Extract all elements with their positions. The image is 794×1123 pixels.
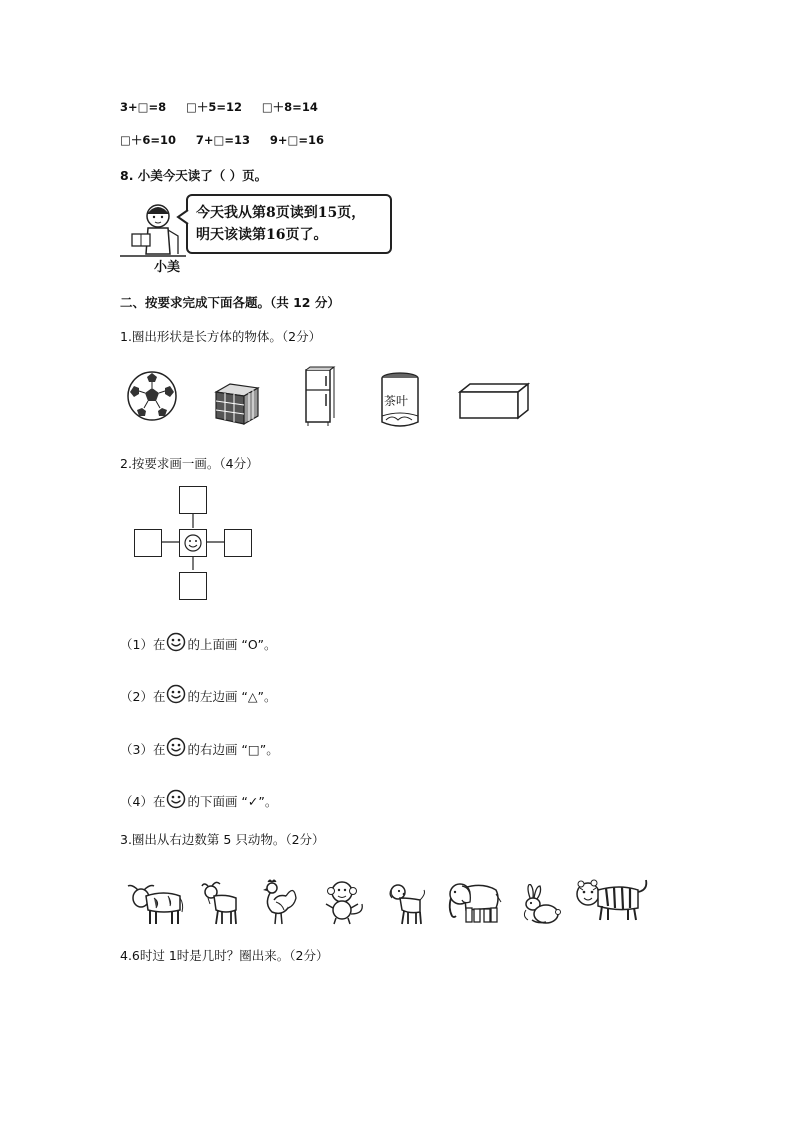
rabbit-icon[interactable] [518,884,562,928]
q2-item-3: （3）在 的右边画 “□”。 [120,737,279,758]
refrigerator-icon [300,366,336,428]
box-left[interactable] [134,529,162,557]
rooster-icon[interactable] [258,878,298,928]
equation: □＋6=10 [120,133,177,147]
girl-name: 小美 [154,260,181,275]
question-3: 3.圈出从右边数第 5 只动物。（2分） [120,832,325,847]
dog-icon[interactable] [386,880,428,928]
smiley-icon [166,632,186,652]
bubble-line-2: 明天该读第16页了。 [196,227,328,243]
question-2: 2.按要求画一画。（4分） [120,456,259,471]
equation-row-2 [120,132,340,148]
goat-icon[interactable] [200,880,240,928]
question-1: 1.圈出形状是长方体的物体。（2分） [120,329,322,344]
smiley-icon [166,737,186,757]
smiley-icon [180,530,206,556]
equation: 3+□=8 [120,100,167,114]
football-icon [126,370,178,422]
tiger-icon[interactable] [574,876,650,924]
q2-item-2: （2）在 的左边画 “△”。 [120,684,277,705]
question-8: 8. 小美今天读了（ ）页。 [120,168,268,183]
question-4: 4.6时过 1时是几时？圈出来。（2分） [120,948,329,963]
bubble-tail [176,208,190,226]
ox-icon[interactable] [124,876,186,928]
monkey-icon[interactable] [322,878,366,928]
equation: □＋5=12 [185,100,242,114]
q2-item-1: （1）在 的上面画 “O”。 [120,632,277,653]
smiley-icon [166,789,186,809]
box-top[interactable] [179,486,207,514]
box-bottom[interactable] [179,572,207,600]
equation: 7+□=13 [195,133,250,147]
rubiks-cube-icon [212,380,262,426]
tea-can-label: 茶叶 [384,394,409,408]
bubble-line-1: 今天我从第8页读到15页， [196,205,366,221]
elephant-icon[interactable] [444,876,502,928]
equation: 9+□=16 [269,133,324,147]
equation: □＋8=14 [261,100,318,114]
speech-bubble [186,194,392,254]
q2-item-4: （4）在 的下面画 “✓”。 [120,789,277,810]
equation-row-1 [120,99,334,115]
section-2-title: 二、按要求完成下面各题。（共 12 分） [120,295,340,310]
box-right[interactable] [224,529,252,557]
box-center [179,529,207,557]
smiley-icon [166,684,186,704]
cuboid-icon [456,380,532,422]
